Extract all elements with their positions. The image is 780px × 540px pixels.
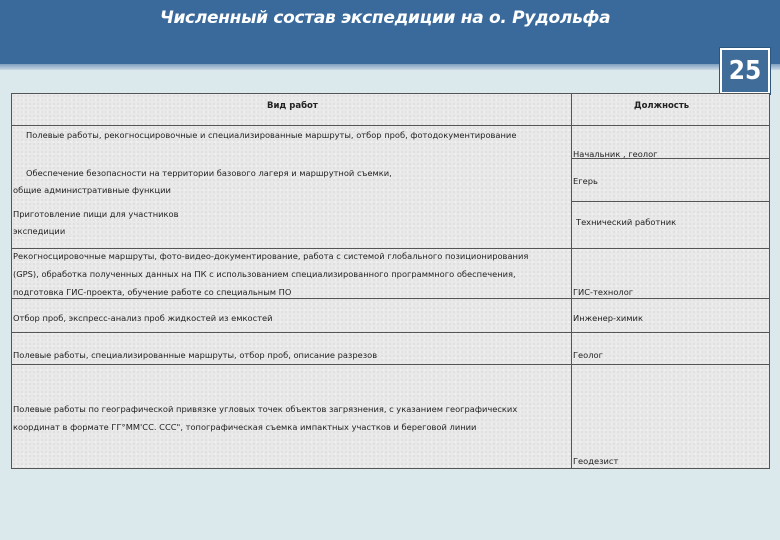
row-separator bbox=[12, 332, 769, 333]
work-cell: Полевые работы по географической привязке угловых точек объектов загрязнения, с указанием географических bbox=[13, 404, 518, 414]
column-divider bbox=[571, 94, 572, 468]
work-cell: Приготовление пищи для участников bbox=[13, 209, 179, 219]
header-separator bbox=[12, 125, 769, 126]
position-cell: Технический работник bbox=[576, 217, 677, 227]
staff-table bbox=[11, 93, 770, 469]
work-cell: Отбор проб, экспресс-анализ проб жидкостей из емкостей bbox=[13, 313, 273, 323]
position-cell: Геолог bbox=[573, 350, 603, 360]
position-cell: Инженер-химик bbox=[573, 313, 643, 323]
position-separator bbox=[571, 201, 769, 202]
position-cell: Егерь bbox=[573, 176, 598, 186]
work-cell: координат в формате ГГ°ММ'СС. ССС", топографическая съемка импактных участков и береговой линии bbox=[13, 422, 477, 432]
slide-title: Численный состав экспедиции на о. Рудольфа bbox=[160, 8, 611, 28]
header-divider bbox=[0, 64, 780, 70]
work-cell: Полевые работы, рекогносцировочные и специализированные маршруты, отбор проб, фотодокументирование bbox=[26, 130, 517, 140]
header-position: Должность bbox=[634, 101, 690, 111]
work-cell: (GPS), обработка полученных данных на ПК с использованием специализированного программного обеспечения, bbox=[13, 269, 516, 279]
work-cell: Обеспечение безопасности на территории базового лагеря и маршрутной съемки, bbox=[26, 168, 392, 178]
header-work: Вид работ bbox=[267, 101, 318, 111]
row-separator bbox=[12, 364, 769, 365]
work-cell: Рекогносцировочные маршруты, фото-видео-документирование, работа с системой глобального позиционирования bbox=[13, 251, 529, 261]
position-cell: ГИС-технолог bbox=[573, 287, 634, 297]
work-cell: общие административные функции bbox=[13, 185, 171, 195]
position-cell: Геодезист bbox=[573, 456, 619, 466]
row-separator bbox=[12, 248, 769, 249]
work-cell: экспедиции bbox=[13, 226, 66, 236]
position-cell: Начальник , геолог bbox=[573, 149, 658, 159]
work-cell: Полевые работы, специализированные маршруты, отбор проб, описание разрезов bbox=[13, 350, 378, 360]
row-separator bbox=[12, 298, 769, 299]
slide-number-badge: 25 bbox=[720, 48, 770, 94]
work-cell: подготовка ГИС-проекта, обучение работе со специальным ПО bbox=[13, 287, 292, 297]
